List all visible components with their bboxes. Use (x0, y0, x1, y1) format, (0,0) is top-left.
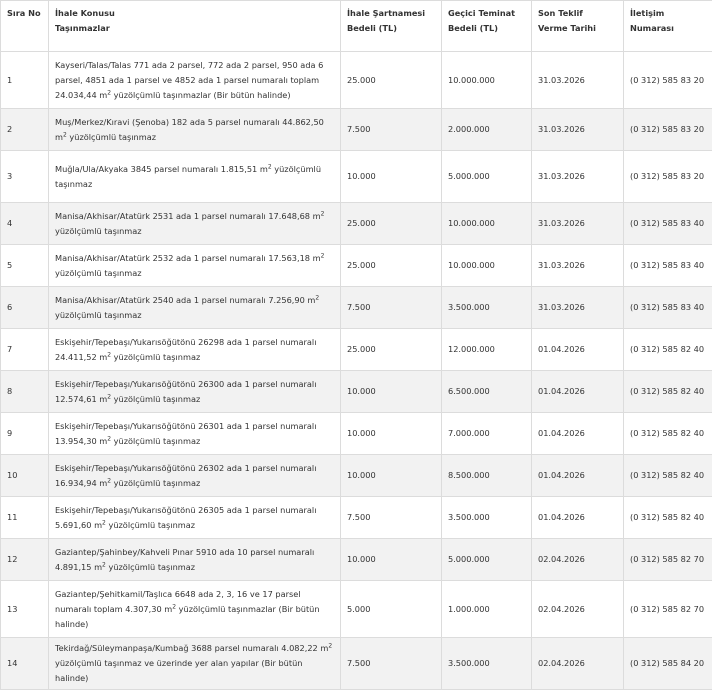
cell-iletisim-numarasi: (0 312) 585 82 70 (624, 539, 712, 581)
header-teminat-line1: Geçici Teminat (448, 6, 525, 21)
konu-text: Manisa/Akhisar/Atatürk 2540 ada 1 parsel numaralı 7.256,90 m (55, 295, 315, 305)
area-unit-superscript: 2 (328, 642, 332, 649)
cell-gecici-teminat: 10.000.000 (442, 245, 532, 287)
header-tarih-line1: Son Teklif (538, 6, 617, 21)
cell-iletisim-numarasi: (0 312) 585 83 20 (624, 109, 712, 151)
area-unit-superscript: 2 (107, 351, 111, 358)
cell-gecici-teminat: 12.000.000 (442, 329, 532, 371)
konu-text: Eskişehir/Tepebaşı/Yukarısöğütönü 26302 ada 1 parsel numaralı 16.934,94 m (55, 463, 316, 488)
area-unit-superscript: 2 (102, 519, 106, 526)
cell-iletisim-numarasi: (0 312) 585 83 40 (624, 203, 712, 245)
cell-sartname-bedeli: 7.500 (341, 497, 442, 539)
cell-son-teklif-tarihi: 31.03.2026 (532, 151, 624, 203)
cell-son-teklif-tarihi: 31.03.2026 (532, 203, 624, 245)
table-row (1, 455, 712, 497)
cell-iletisim-numarasi: (0 312) 585 82 40 (624, 329, 712, 371)
cell-iletisim-numarasi: (0 312) 585 82 40 (624, 455, 712, 497)
area-unit-superscript: 2 (315, 294, 319, 301)
cell-sartname-bedeli: 10.000 (341, 539, 442, 581)
cell-son-teklif-tarihi: 01.04.2026 (532, 455, 624, 497)
konu-text: Eskişehir/Tepebaşı/Yukarısöğütönü 26301 ada 1 parsel numaralı 13.954,30 m (55, 421, 316, 446)
cell-sira-no: 4 (1, 203, 49, 245)
konu-text: Eskişehir/Tepebaşı/Yukarısöğütönü 26298 ada 1 parsel numaralı 24.411,52 m (55, 337, 316, 362)
header-sira-no: Sıra No (1, 1, 49, 52)
cell-iletisim-numarasi: (0 312) 585 83 40 (624, 245, 712, 287)
cell-sartname-bedeli: 10.000 (341, 455, 442, 497)
cell-ihale-konusu (49, 151, 341, 203)
cell-sira-no: 11 (1, 497, 49, 539)
area-unit-superscript: 2 (268, 163, 272, 170)
table-row (1, 581, 712, 638)
table-row (1, 329, 712, 371)
header-row (1, 1, 712, 52)
table-body (1, 52, 712, 690)
konu-text: Eskişehir/Tepebaşı/Yukarısöğütönü 26305 ada 1 parsel numaralı 5.691,60 m (55, 505, 316, 530)
cell-gecici-teminat: 1.000.000 (442, 581, 532, 638)
cell-sira-no: 3 (1, 151, 49, 203)
cell-iletisim-numarasi: (0 312) 585 82 70 (624, 581, 712, 638)
cell-son-teklif-tarihi: 02.04.2026 (532, 638, 624, 690)
cell-sira-no: 10 (1, 455, 49, 497)
cell-sartname-bedeli: 7.500 (341, 109, 442, 151)
cell-sartname-bedeli: 25.000 (341, 245, 442, 287)
cell-sartname-bedeli: 25.000 (341, 52, 442, 109)
konu-text: Manisa/Akhisar/Atatürk 2532 ada 1 parsel numaralı 17.563,18 m (55, 253, 321, 263)
cell-iletisim-numarasi: (0 312) 585 82 40 (624, 497, 712, 539)
konu-text-suffix: yüzölçümlü taşınmaz (111, 436, 200, 446)
cell-gecici-teminat: 10.000.000 (442, 52, 532, 109)
konu-text-suffix: yüzölçümlü taşınmaz (111, 478, 200, 488)
area-unit-superscript: 2 (107, 435, 111, 442)
cell-iletisim-numarasi: (0 312) 585 83 20 (624, 151, 712, 203)
konu-text-suffix: yüzölçümlü taşınmaz (67, 132, 156, 142)
cell-iletisim-numarasi: (0 312) 585 83 40 (624, 287, 712, 329)
cell-ihale-konusu (49, 539, 341, 581)
cell-gecici-teminat: 5.000.000 (442, 539, 532, 581)
cell-sartname-bedeli: 25.000 (341, 329, 442, 371)
cell-gecici-teminat: 7.000.000 (442, 413, 532, 455)
konu-text-suffix: yüzölçümlü taşınmaz (106, 562, 195, 572)
table-row (1, 539, 712, 581)
header-konu-line1: İhale Konusu (55, 6, 334, 21)
konu-text-suffix: yüzölçümlü taşınmaz (55, 226, 142, 236)
cell-sira-no: 7 (1, 329, 49, 371)
cell-sira-no: 6 (1, 287, 49, 329)
cell-son-teklif-tarihi: 01.04.2026 (532, 329, 624, 371)
cell-sira-no: 8 (1, 371, 49, 413)
konu-text-suffix: yüzölçümlü taşınmaz (111, 394, 200, 404)
table-row (1, 109, 712, 151)
area-unit-superscript: 2 (321, 252, 325, 259)
header-gecici-teminat (442, 1, 532, 52)
cell-sartname-bedeli: 5.000 (341, 581, 442, 638)
konu-text-suffix: yüzölçümlü taşınmaz (111, 352, 200, 362)
cell-ihale-konusu (49, 581, 341, 638)
cell-sartname-bedeli: 7.500 (341, 638, 442, 690)
cell-sira-no: 12 (1, 539, 49, 581)
konu-text: Muş/Merkez/Kıravi (Şenoba) 182 ada 5 parsel numaralı 44.862,50 m (55, 117, 324, 142)
konu-text: Gaziantep/Şehitkamil/Taşlıca 6648 ada 2, 3, 16 ve 17 parsel numaralı toplam 4.307,30 m (55, 589, 301, 614)
area-unit-superscript: 2 (172, 603, 176, 610)
konu-text: Gaziantep/Şahinbey/Kahveli Pınar 5910 ada 10 parsel numaralı 4.891,15 m (55, 547, 314, 572)
table-row (1, 52, 712, 109)
cell-sartname-bedeli: 7.500 (341, 287, 442, 329)
cell-ihale-konusu (49, 245, 341, 287)
cell-son-teklif-tarihi: 02.04.2026 (532, 539, 624, 581)
konu-text-suffix: yüzölçümlü taşınmaz (55, 268, 142, 278)
header-konu-line2: Taşınmazlar (55, 21, 334, 36)
area-unit-superscript: 2 (107, 477, 111, 484)
cell-ihale-konusu (49, 109, 341, 151)
cell-gecici-teminat: 3.500.000 (442, 287, 532, 329)
konu-text: Muğla/Ula/Akyaka 3845 parsel numaralı 1.815,51 m (55, 164, 268, 174)
konu-text-suffix: yüzölçümlü taşınmaz (106, 520, 195, 530)
konu-text: Eskişehir/Tepebaşı/Yukarısöğütönü 26300 ada 1 parsel numaralı 12.574,61 m (55, 379, 316, 404)
konu-text-suffix: yüzölçümlü taşınmazlar (Bir bütün halinde) (111, 90, 290, 100)
header-iletisim-numarasi: İletişim Numarası (624, 1, 712, 52)
cell-sira-no: 13 (1, 581, 49, 638)
cell-sartname-bedeli: 10.000 (341, 151, 442, 203)
cell-ihale-konusu (49, 497, 341, 539)
cell-ihale-konusu (49, 455, 341, 497)
cell-sira-no: 5 (1, 245, 49, 287)
cell-ihale-konusu (49, 371, 341, 413)
table-row (1, 413, 712, 455)
cell-sira-no: 1 (1, 52, 49, 109)
cell-son-teklif-tarihi: 31.03.2026 (532, 287, 624, 329)
cell-gecici-teminat: 10.000.000 (442, 203, 532, 245)
cell-sira-no: 14 (1, 638, 49, 690)
cell-gecici-teminat: 2.000.000 (442, 109, 532, 151)
cell-gecici-teminat: 8.500.000 (442, 455, 532, 497)
area-unit-superscript: 2 (63, 131, 67, 138)
header-ihale-konusu (49, 1, 341, 52)
header-tarih-line2: Verme Tarihi (538, 21, 617, 36)
header-son-teklif-tarihi (532, 1, 624, 52)
cell-son-teklif-tarihi: 01.04.2026 (532, 371, 624, 413)
konu-text-suffix: yüzölçümlü taşınmaz (55, 164, 321, 189)
cell-ihale-konusu (49, 52, 341, 109)
cell-sartname-bedeli: 10.000 (341, 413, 442, 455)
konu-text: Kayseri/Talas/Talas 771 ada 2 parsel, 772 ada 2 parsel, 950 ada 6 parsel, 4851 ada 1 parsel ve 4852 ada 1 parsel numaralı toplam 24.034,44 m (55, 60, 323, 100)
cell-son-teklif-tarihi: 01.04.2026 (532, 497, 624, 539)
area-unit-superscript: 2 (102, 561, 106, 568)
table-row (1, 203, 712, 245)
konu-text-suffix: yüzölçümlü taşınmazlar (Bir bütün halinde) (55, 604, 320, 629)
cell-ihale-konusu (49, 287, 341, 329)
cell-gecici-teminat: 3.500.000 (442, 497, 532, 539)
table-row (1, 638, 712, 690)
konu-text: Tekirdağ/Süleymanpaşa/Kumbağ 3688 parsel numaralı 4.082,22 m (55, 643, 328, 653)
cell-iletisim-numarasi: (0 312) 585 82 40 (624, 413, 712, 455)
cell-sira-no: 9 (1, 413, 49, 455)
cell-ihale-konusu (49, 638, 341, 690)
cell-son-teklif-tarihi: 02.04.2026 (532, 581, 624, 638)
cell-gecici-teminat: 5.000.000 (442, 151, 532, 203)
cell-ihale-konusu (49, 413, 341, 455)
cell-iletisim-numarasi: (0 312) 585 83 20 (624, 52, 712, 109)
cell-gecici-teminat: 6.500.000 (442, 371, 532, 413)
cell-son-teklif-tarihi: 31.03.2026 (532, 52, 624, 109)
cell-son-teklif-tarihi: 31.03.2026 (532, 109, 624, 151)
area-unit-superscript: 2 (107, 89, 111, 96)
table-row (1, 371, 712, 413)
header-sartname-line2: Bedeli (TL) (347, 21, 435, 36)
cell-son-teklif-tarihi: 31.03.2026 (532, 245, 624, 287)
cell-ihale-konusu (49, 203, 341, 245)
table-row (1, 245, 712, 287)
table-row (1, 287, 712, 329)
header-teminat-line2: Bedeli (TL) (448, 21, 525, 36)
cell-sartname-bedeli: 25.000 (341, 203, 442, 245)
cell-sartname-bedeli: 10.000 (341, 371, 442, 413)
konu-text: Manisa/Akhisar/Atatürk 2531 ada 1 parsel numaralı 17.648,68 m (55, 211, 321, 221)
cell-iletisim-numarasi: (0 312) 585 82 40 (624, 371, 712, 413)
cell-gecici-teminat: 3.500.000 (442, 638, 532, 690)
cell-son-teklif-tarihi: 01.04.2026 (532, 413, 624, 455)
table-row (1, 151, 712, 203)
cell-iletisim-numarasi: (0 312) 585 84 20 (624, 638, 712, 690)
konu-text-suffix: yüzölçümlü taşınmaz (55, 310, 142, 320)
header-sartname-bedeli (341, 1, 442, 52)
konu-text-suffix: yüzölçümlü taşınmaz ve üzerinde yer alan yapılar (Bir bütün halinde) (55, 658, 302, 683)
table-header (1, 1, 712, 52)
area-unit-superscript: 2 (107, 393, 111, 400)
cell-sira-no: 2 (1, 109, 49, 151)
area-unit-superscript: 2 (321, 210, 325, 217)
cell-ihale-konusu (49, 329, 341, 371)
table-row (1, 497, 712, 539)
header-sartname-line1: İhale Şartnamesi (347, 6, 435, 21)
